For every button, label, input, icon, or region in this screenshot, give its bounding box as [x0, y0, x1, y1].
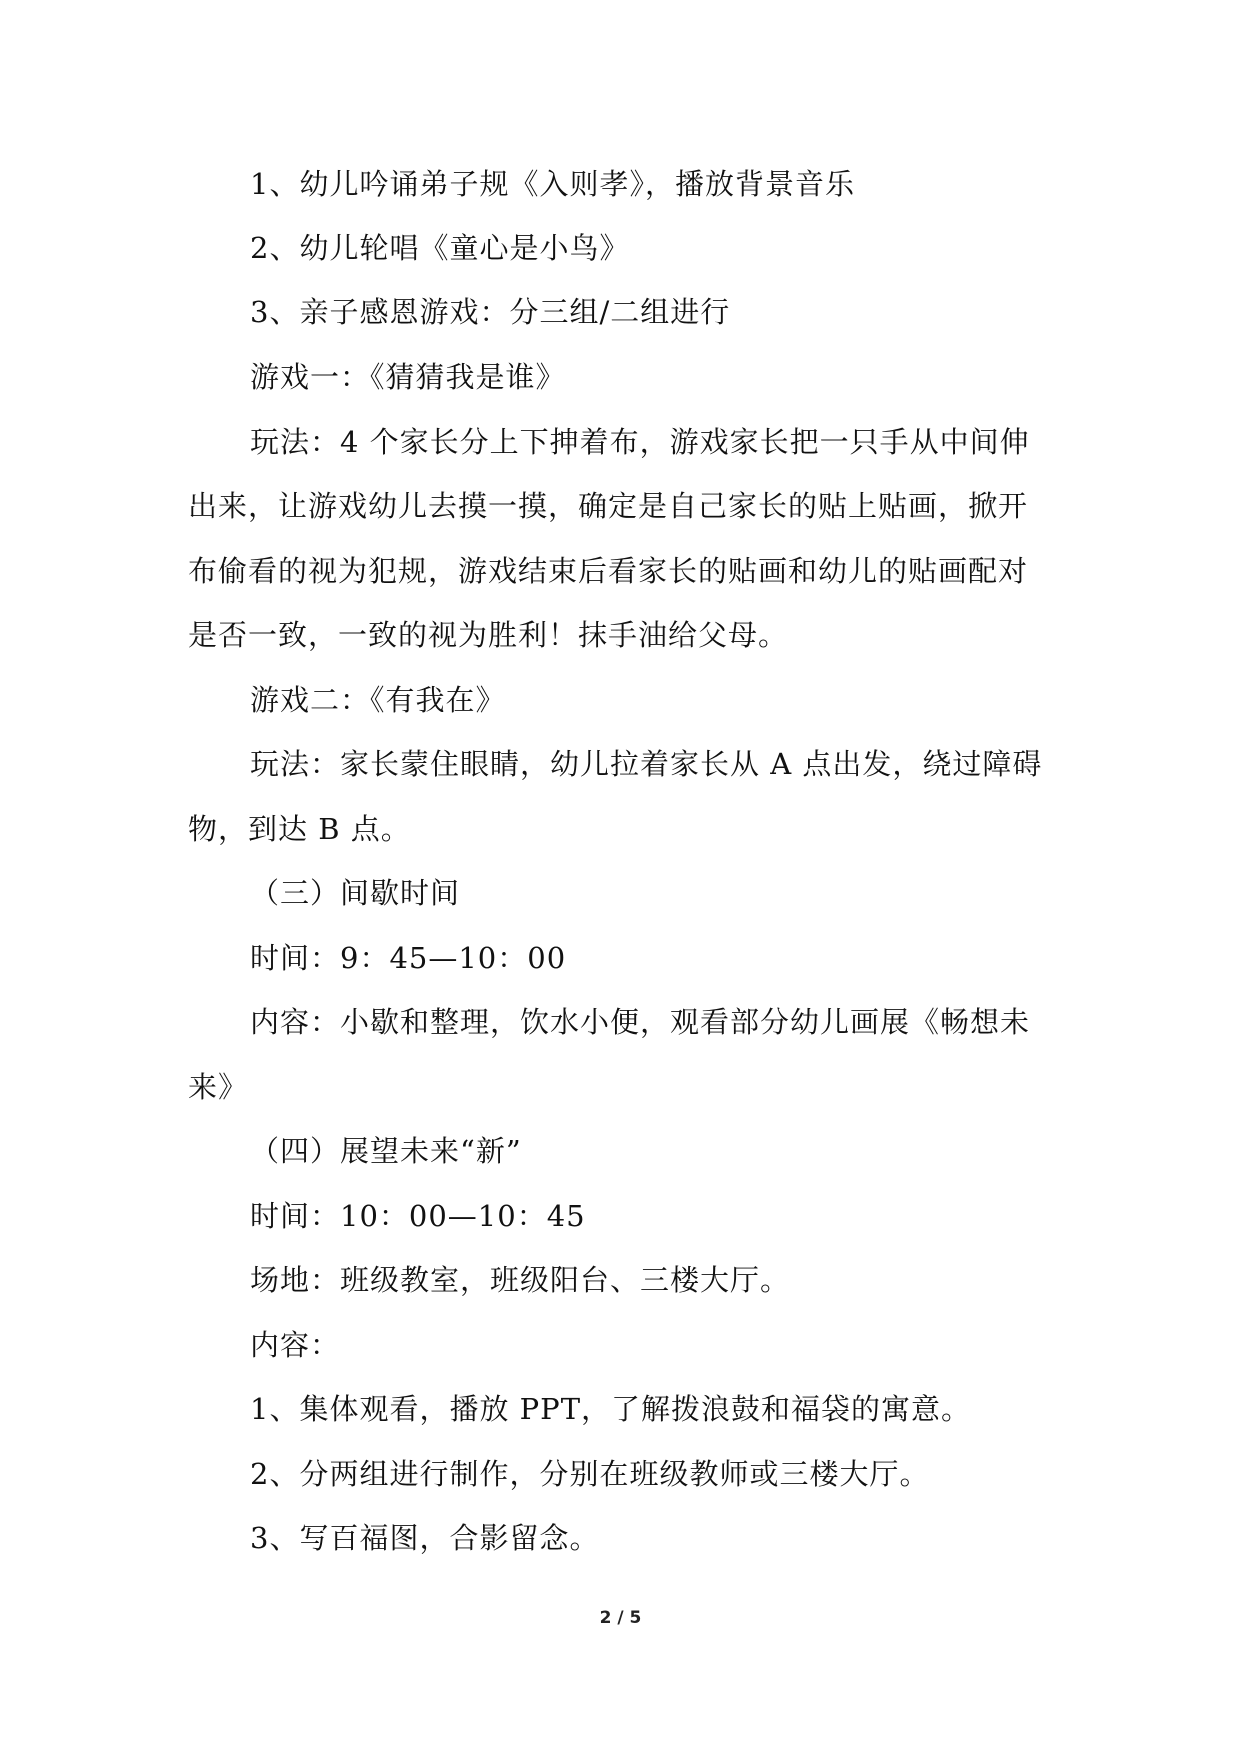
text-line: 2、分两组进行制作，分别在班级教师或三楼大厅。	[250, 1457, 930, 1491]
page-number: 2 / 5	[599, 1608, 642, 1628]
text-line: 场地：班级教室，班级阳台、三楼大厅。	[250, 1263, 791, 1297]
text-line: 游戏二：《有我在》	[250, 683, 506, 717]
text-line: 时间：10：00—10：45	[250, 1199, 586, 1233]
text-line: 布偷看的视为犯规，游戏结束后看家长的贴画和幼儿的贴画配对	[188, 554, 1029, 588]
text-line: 游戏一：《猜猜我是谁》	[250, 360, 566, 394]
text-line: 玩法：4 个家长分上下抻着布，游戏家长把一只手从中间伸	[250, 425, 1030, 459]
text-line: 内容：小歇和整理，饮水小便，观看部分幼儿画展《畅想未	[250, 1005, 1031, 1039]
section-heading: （四）展望未来“新”	[250, 1134, 522, 1168]
text-line: 来》	[188, 1070, 249, 1104]
text-line: 物，到达 B 点。	[188, 812, 411, 846]
text-line: 出来，让游戏幼儿去摸一摸，确定是自己家长的贴上贴画，掀开	[188, 489, 1029, 523]
text-line: 3、写百福图，合影留念。	[250, 1521, 600, 1555]
section-heading: （三）间歇时间	[250, 876, 461, 910]
text-line: 玩法：家长蒙住眼睛，幼儿拉着家长从 A 点出发，绕过障碍	[250, 747, 1043, 781]
text-line: 内容：	[250, 1328, 341, 1362]
text-line: 1、集体观看，播放 PPT，了解拨浪鼓和福袋的寓意。	[250, 1392, 972, 1426]
text-line: 2、幼儿轮唱《童心是小鸟》	[250, 231, 630, 265]
text-line: 时间：9：45—10：00	[250, 941, 567, 975]
text-line: 3、亲子感恩游戏：分三组/二组进行	[250, 295, 731, 329]
text-line: 是否一致，一致的视为胜利！抹手油给父母。	[188, 618, 789, 652]
text-line: 1、幼儿吟诵弟子规《入则孝》，播放背景音乐	[250, 167, 855, 201]
